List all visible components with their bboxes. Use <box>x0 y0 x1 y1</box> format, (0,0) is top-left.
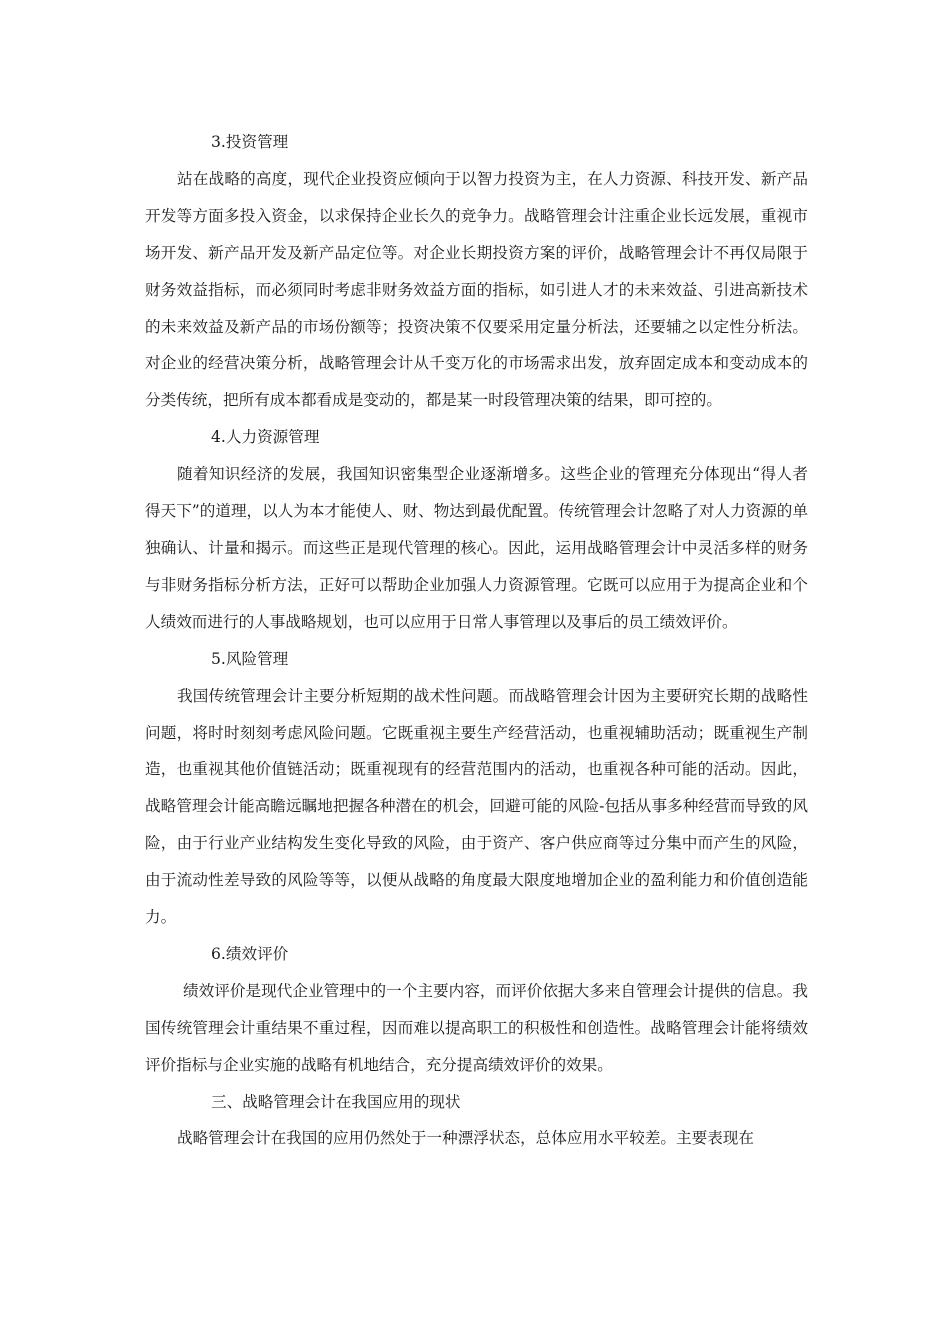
section-heading-risk: 5.风险管理 <box>211 649 289 668</box>
paragraph-investment: 站在战略的高度，现代企业投资应倾向于以智力投资为主，在人力资源、科技开发、新产品开发等方面多投入资金，以求保持企业长久的竞争力。战略管理会计注重企业长远发展，重视市场开发、新产品开发及新产品定位等。对企业长期投资方案的评价，战略管理会计不再仅局限于财务效益指标，而必须同时考虑非财务效益方面的指标，如引进人才的未来效益、引进高新技术的未来效益及新产品的市场份额等；投资决策不仅要采用定量分析法，还要辅之以定性分析法。对企业的经营决策分析，战略管理会计从千变万化的市场需求出发，放弃固定成本和变动成本的分类传统，把所有成本都看成是变动的，都是某一时段管理决策的结果，即可控的。 <box>145 169 808 410</box>
chapter-heading-current-status: 三、战略管理会计在我国应用的现状 <box>211 1092 461 1111</box>
paragraph-human-resources: 随着知识经济的发展，我国知识密集型企业逐渐增多。这些企业的管理充分体现出“得人者得天下”的道理，以人为本才能使人、财、物达到最优配置。传统管理会计忽略了对人力资源的单独确认、计量和揭示。而这些正是现代管理的核心。因此，运用战略管理会计中灵活多样的财务与非财务指标分析方法，正好可以帮助企业加强人力资源管理。它既可以应用于为提高企业和个人绩效而进行的人事战略规划，也可以应用于日常人事管理以及事后的员工绩效评价。 <box>145 465 808 631</box>
section-heading-human-resources: 4.人力资源管理 <box>211 428 320 447</box>
paragraph-risk: 我国传统管理会计主要分析短期的战术性问题。而战略管理会计因为主要研究长期的战略性问题，将时时刻刻考虑风险问题。它既重视主要生产经营活动，也重视辅助活动；既重视生产制造，也重视其他价值链活动；既重视现有的经营范围内的活动，也重视各种可能的活动。因此，战略管理会计能高瞻远瞩地把握各种潜在的机会，回避可能的风险-包括从事多种经营而导致的风险，由于行业产业结构发生变化导致的风险，由于资产、客户供应商等过分集中而产生的风险，由于流动性差导致的风险等等，以便从战略的角度最大限度地增加企业的盈利能力和价值创造能力。 <box>145 686 808 927</box>
paragraph-current-status: 战略管理会计在我国的应用仍然处于一种漂浮状态，总体应用水平较差。主要表现在 <box>177 1129 754 1148</box>
section-heading-investment: 3.投资管理 <box>211 133 289 151</box>
section-heading-performance: 6.绩效评价 <box>211 944 289 963</box>
paragraph-performance: 绩效评价是现代企业管理中的一个主要内容，而评价依据大多来自管理会计提供的信息。我国传统管理会计重结果不重过程，因而难以提高职工的积极性和创造性。战略管理会计能将绩效评价指标与企业实施的战略有机地结合，充分提高绩效评价的效果。 <box>145 981 808 1074</box>
document-page <box>145 124 808 1157</box>
